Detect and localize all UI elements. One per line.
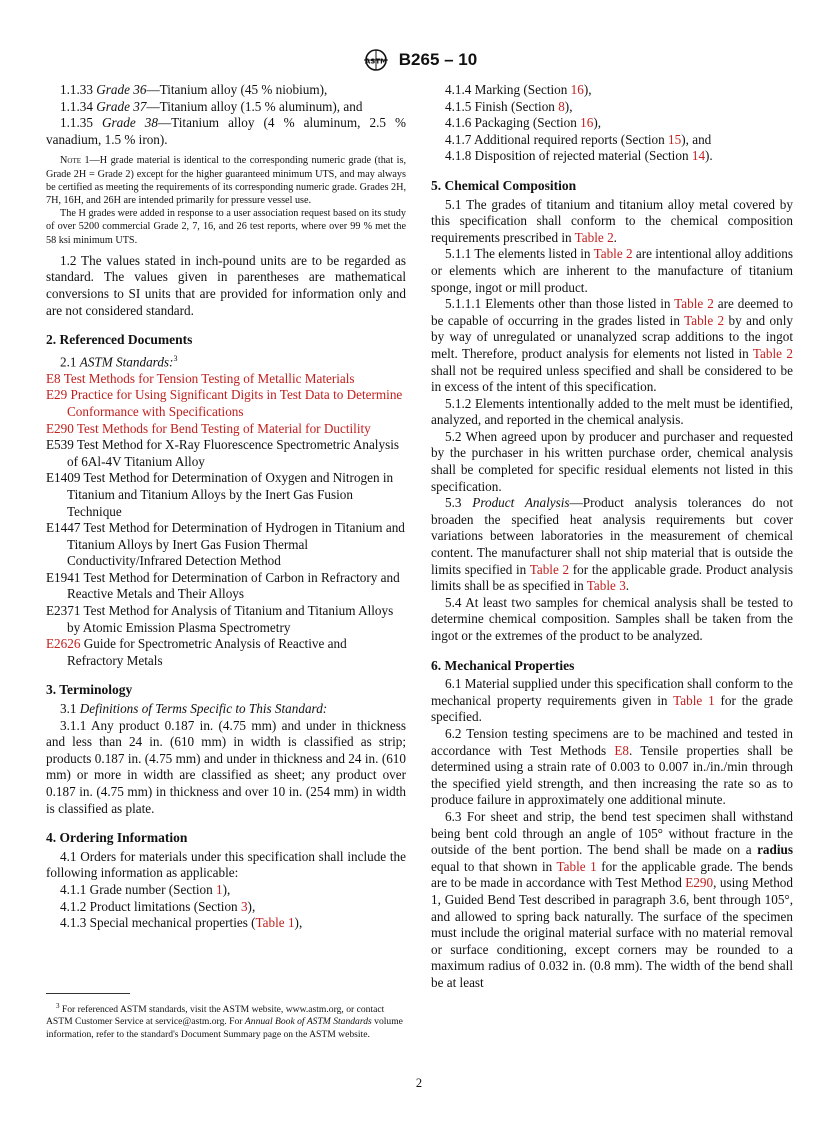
- svg-text:ASTM: ASTM: [364, 57, 387, 66]
- reference-list: [46, 371, 406, 670]
- link-table-1[interactable]: Table 1: [673, 692, 715, 708]
- reference-e539: E539 Test Method for X-Ray Fluorescence Spectrometric Analysis of 6Al-4V Titanium Alloy: [46, 437, 399, 469]
- section-4-heading: 4. Ordering Information: [46, 830, 188, 846]
- link-table-2[interactable]: Table 2: [529, 561, 570, 577]
- paragraph-6-3: 6.3 For sheet and strip, the bend test specimen shall withstand being bent cold through an angle of 105° without fracture in the outside of the bent portion. The bend shall be made on a radius equal to that shown in Table 1 for the applicable grade. The bends are to be made in accordance with Test Method E290, using Method 1, Guided Bend Test described in paragraph 3.6, bent through 105°, and allowed to spring back naturally. The surface of the specimen must include the original material surface with no material removal or surface conditioning, except corners may be rounded to a maximum radius of 0.032 in. (0.8 mm). The width of the bend shall be at least: [431, 808, 793, 990]
- paragraph-4-1-4: 4.1.4 Marking (Section 16),: [445, 82, 592, 97]
- reference-e2371: E2371 Test Method for Analysis of Titanium and Titanium Alloys by Atomic Emission Plasma Spectrometry: [46, 603, 394, 635]
- paragraph-5-4: 5.4 At least two samples for chemical analysis shall be tested to determine chemical composition. Samples shall be taken from the ingot or the extremes of the product to be analyzed.: [431, 594, 793, 643]
- paragraph-1-1-34: 1.1.34 Grade 37—Titanium alloy (1.5 % aluminum), and: [60, 98, 363, 114]
- reference-e1941: E1941 Test Method for Determination of Carbon in Refractory and Reactive Metals and Their Alloys: [46, 569, 400, 602]
- note-1: Note 1—H grade material is identical to the corresponding numeric grade (that is, Grade 2H = Grade 2) except for the higher guaranteed minimum UTS, and may always be certified as meeting the requirements of its corresponding numeric grade. Grades 2H, 7H, 16H, and 26H are intended primarily for pressure vessel use.: [46, 155, 406, 206]
- left-column: [46, 82, 406, 932]
- paragraph-1-2: 1.2 The values stated in inch-pound units are to be regarded as standard. The values given in parentheses are mathematical conversions to SI units that are provided for information only and are not considered standard.: [46, 252, 406, 318]
- link-table-2[interactable]: Table 2: [684, 312, 725, 328]
- reference-e1447: E1447 Test Method for Determination of Hydrogen in Titanium and Titanium Alloys by Inert Gas Fusion Thermal Conductivity/Infrared Detection Method: [46, 520, 405, 569]
- paragraph-4-1-6: 4.1.6 Packaging (Section 16),: [445, 115, 602, 131]
- link-table-1[interactable]: Table 1: [255, 915, 295, 931]
- reference-e1409: E1409 Test Method for Determination of Oxygen and Nitrogen in Titanium and Titanium Alloys by the Inert Gas Fusion Technique: [46, 470, 394, 519]
- paragraph-2-1: 2.1 ASTM Standards:$^3$: [60, 353, 178, 370]
- link-section-14[interactable]: 14: [691, 148, 706, 164]
- link-section-16[interactable]: 16: [580, 115, 594, 131]
- astm-logo-icon: [361, 48, 391, 72]
- link-table-2[interactable]: Table 2: [752, 345, 793, 361]
- link-section-16[interactable]: 16: [570, 82, 584, 97]
- link-table-2[interactable]: Table 2: [574, 229, 614, 245]
- link-e290[interactable]: E290: [685, 875, 714, 891]
- page-header: [0, 48, 838, 72]
- paragraph-4-1-1: 4.1.1 Grade number (Section 1),: [60, 881, 231, 897]
- paragraph-5-1-1: 5.1.1 The elements listed in Table 2 are intentional alloy additions or elements which are inherent to the manufacture of titanium sponge, ingot or mill product.: [431, 246, 794, 295]
- paragraph-4-1: 4.1 Orders for materials under this specification shall include the following information as applicable:: [46, 848, 406, 881]
- reference-e8[interactable]: E8 Test Methods for Tension Testing of Metallic Materials: [46, 370, 355, 386]
- footnote-rule: [46, 993, 130, 994]
- link-section-8[interactable]: 8: [558, 98, 565, 114]
- paragraph-5-1: 5.1 The grades of titanium and titanium alloy metal covered by this specification shall conform to the chemical composition requirements prescribed in Table 2.: [431, 196, 793, 245]
- link-table-2[interactable]: Table 2: [593, 246, 633, 262]
- link-section-1[interactable]: 1: [216, 881, 223, 897]
- reference-e29[interactable]: E29 Practice for Using Significant Digits in Test Data to Determine Conformance with Specifications: [46, 387, 403, 419]
- document-id: B265 – 10: [398, 50, 478, 69]
- paragraph-4-1-5: 4.1.5 Finish (Section 8),: [445, 98, 573, 114]
- link-section-15[interactable]: 15: [668, 131, 682, 147]
- section-3-heading: 3. Terminology: [46, 682, 133, 698]
- paragraph-4-1-2: 4.1.2 Product limitations (Section 3),: [60, 898, 256, 914]
- footnote-3: $^3$ For referenced ASTM standards, visit the ASTM website, www.astm.org, or contact ASTM Customer Service at service@astm.org. For Annual Book of ASTM Standards volume information, refer to the standard's Document Summary page on the ASTM website.: [46, 1002, 403, 1040]
- paragraph-3-1-1: 3.1.1 Any product 0.187 in. (4.75 mm) and under in thickness and less than 24 in. (610 mm) in width is classified as strip; products 0.187 in. (4.75 mm) and under in thickness and 24 in. (610 mm) or more in width are classified as sheet; any product over 0.187 in. (4.75 mm) in thickness and over 10 in. (254 mm) in width is classified as plate.: [46, 717, 406, 816]
- paragraph-5-2: 5.2 When agreed upon by producer and purchaser and requested by the purchaser in his written purchase order, chemical analysis shall be completed for specific residual elements not listed in this specification.: [431, 428, 793, 494]
- paragraph-1-1-35: 1.1.35 Grade 38—Titanium alloy (4 % aluminum, 2.5 % vanadium, 1.5 % iron).: [46, 115, 406, 147]
- link-section-3[interactable]: 3: [240, 898, 248, 914]
- paragraph-5-1-1-1: 5.1.1.1 Elements other than those listed in Table 2 are deemed to be capable of occurring in the grades listed in Table 2 by and only by way of unregulated or unanalyzed scrap additions to the ingot melt. Therefore, product analysis for elements not listed in Table 2 shall not be required unless specified and shall be considered to be in excess of the intent of this specification.: [431, 296, 793, 395]
- note-1-continuation: The H grades were added in response to a user association request based on its study of over 5200 commercial Grade 2, 7, 16, and 26 test reports, where over 99 % met the 58 ksi minimum UTS.: [46, 208, 406, 246]
- page-number: 2: [415, 1076, 423, 1090]
- paragraph-6-1: 6.1 Material supplied under this specification shall conform to the mechanical property requirements given in Table 1 for the grade specified.: [431, 676, 793, 725]
- paragraph-6-2: 6.2 Tension testing specimens are to be machined and tested in accordance with Test Methods E8. Tensile properties shall be determined using a strain rate of 0.003 to 0.007 in./in./min through the specified yield strength, and then increasing the rate so as to produce failure in approximately one additional minute.: [431, 725, 793, 808]
- link-table-3[interactable]: Table 3: [586, 578, 626, 594]
- paragraph-1-1-33: 1.1.33 Grade 36—Titanium alloy (45 % niobium),: [60, 82, 328, 97]
- section-2-heading: 2. Referenced Documents: [46, 332, 193, 348]
- reference-e2626[interactable]: E2626 Guide for Spectrometric Analysis of Reactive and Refractory Metals: [46, 636, 347, 668]
- right-column: [431, 82, 793, 991]
- paragraph-4-1-7: 4.1.7 Additional required reports (Section 15), and: [445, 131, 712, 147]
- link-table-2[interactable]: Table 2: [674, 296, 714, 312]
- paragraph-4-1-8: 4.1.8 Disposition of rejected material (Section 14).: [445, 148, 713, 164]
- link-table-1[interactable]: Table 1: [556, 858, 597, 874]
- paragraph-3-1: 3.1 Definitions of Terms Specific to This Standard:: [60, 701, 328, 717]
- paragraph-5-1-2: 5.1.2 Elements intentionally added to the melt must be identified, analyzed, and reported in the chemical analysis.: [431, 395, 793, 428]
- paragraph-5-3: 5.3 Product Analysis—Product analysis tolerances do not broaden the specified heat analysis requirements but cover variations between laboratories in the measurement of chemical content. The manufacturer shall not ship material that is outside the limits specified in Table 2 for the applicable grade. Product analysis limits shall be as specified in Table 3.: [431, 495, 793, 594]
- reference-e290[interactable]: E290 Test Methods for Bend Testing of Material for Ductility: [46, 420, 371, 436]
- section-5-heading: 5. Chemical Composition: [431, 177, 577, 193]
- link-e8[interactable]: E8: [614, 742, 630, 758]
- paragraph-4-1-3: 4.1.3 Special mechanical properties (Table 1),: [60, 915, 303, 931]
- section-6-heading: 6. Mechanical Properties: [431, 657, 575, 673]
